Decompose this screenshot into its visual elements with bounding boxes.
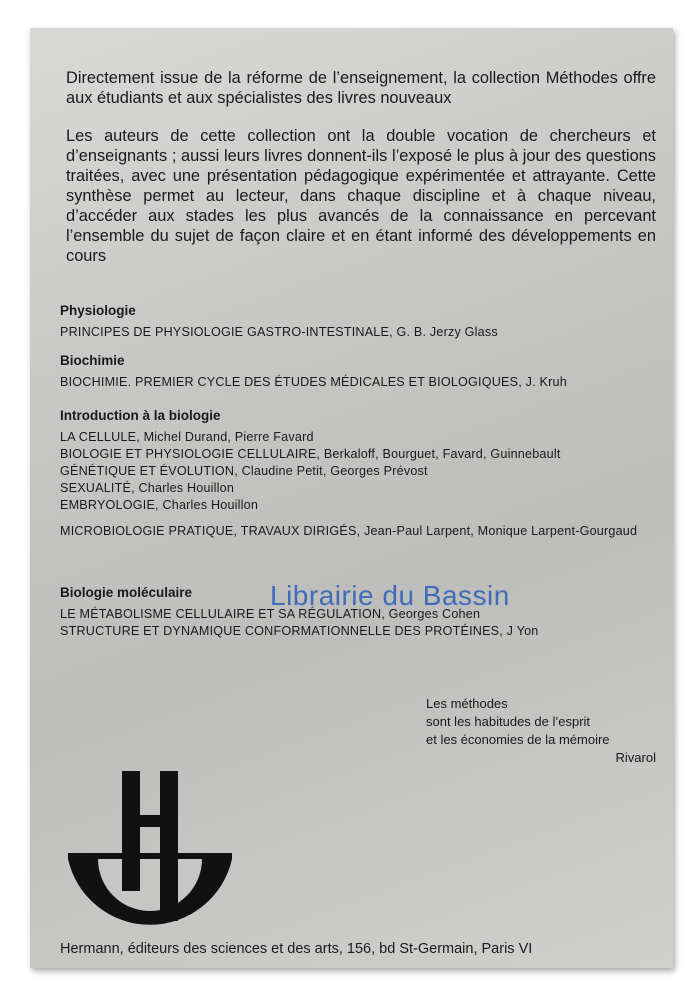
category-introduction-biologie <box>60 408 656 540</box>
book-entry: MICROBIOLOGIE PRATIQUE, TRAVAUX DIRIGÉS, Jean-Paul Larpent, Monique Larpent-Gourgaud <box>60 524 638 538</box>
category-title: Introduction à la biologie <box>60 408 221 423</box>
quote-line: et les économies de la mémoire <box>426 732 610 747</box>
intro-paragraph-2: Les auteurs de cette collection ont la double vocation de chercheurs et d’enseignants ; aussi leurs livres donnent-ils l’exposé le plus à jour des questions traitées, avec une présentation pédagogique expérimentée et attrayante. Cette synthèse permet au lecteur, dans chaque discipline et à chaque niveau, d’accéder aux stades les plus avancés de la connaissance en percevant l’ensemble du sujet de façon claire et en étant informé des développements en cours <box>66 127 656 265</box>
quote-line: Les méthodes <box>426 696 508 711</box>
book-entry: STRUCTURE ET DYNAMIQUE CONFORMATIONNELLE DES PROTÉINES, J Yon <box>60 624 539 638</box>
book-entry: EMBRYOLOGIE, Charles Houillon <box>60 498 259 512</box>
category-title: Physiologie <box>60 303 136 318</box>
category-title: Biologie moléculaire <box>60 585 193 600</box>
quote-author: Rivarol <box>615 750 656 765</box>
category-physiologie <box>60 303 656 341</box>
book-entry: SEXUALITÉ, Charles Houillon <box>60 481 235 495</box>
watermark: Librairie du Bassin <box>270 580 510 611</box>
intro-paragraph-1: Directement issue de la réforme de l’enseignement, la collection Méthodes offre aux étudiants et aux spécialistes des livres nouveaux <box>66 69 656 107</box>
book-entry: LE MÉTABOLISME CELLULAIRE ET SA RÉGULATION, Georges Cohen <box>60 607 481 621</box>
hermann-logo-icon <box>60 763 240 943</box>
book-entry: PRINCIPES DE PHYSIOLOGIE GASTRO-INTESTINALE, G. B. Jerzy Glass <box>60 325 498 339</box>
rivarol-quote <box>426 695 656 767</box>
category-biochimie <box>60 353 656 391</box>
book-entry: BIOLOGIE ET PHYSIOLOGIE CELLULAIRE, Berkaloff, Bourguet, Favard, Guinnebault <box>60 447 561 461</box>
category-title: Biochimie <box>60 353 125 368</box>
book-entry: LA CELLULE, Michel Durand, Pierre Favard <box>60 430 314 444</box>
book-entry: BIOCHIMIE. PREMIER CYCLE DES ÉTUDES MÉDICALES ET BIOLOGIQUES, J. Kruh <box>60 375 567 389</box>
quote-line: sont les habitudes de l’esprit <box>426 714 591 729</box>
publisher-footer: Hermann, éditeurs des sciences et des arts, 156, bd St-Germain, Paris VI <box>60 941 533 957</box>
book-entry: GÉNÉTIQUE ET ÉVOLUTION, Claudine Petit, Georges Prévost <box>60 464 428 478</box>
book-back-cover <box>30 28 673 968</box>
